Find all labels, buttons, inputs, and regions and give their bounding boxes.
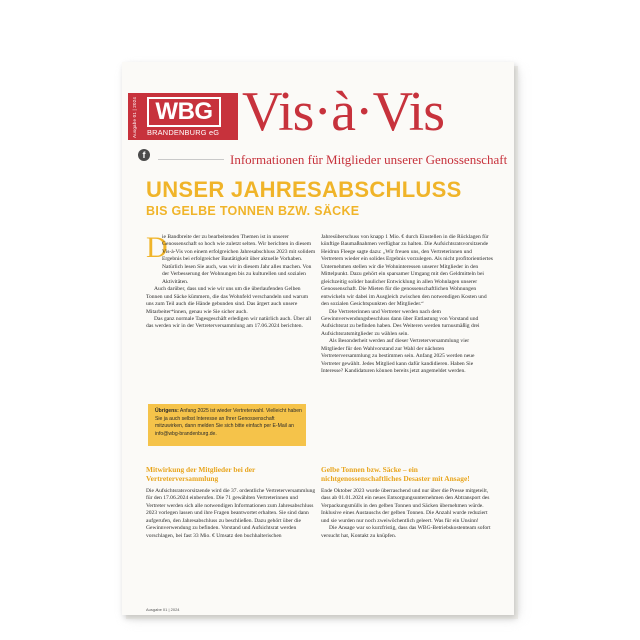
logo-subtitle: BRANDENBURG eG [147,128,220,137]
section-yellow-bins-paragraph-2: Die Ansage war so kurzfristig, dass das WBG-Betriebskostenteam sofort versucht hat, Kontakt zu knüpfen. [321,525,491,539]
body-paragraph-1: Jahresüberschuss von knapp 1 Mio. € durch Einstellen in die Rücklagen für künftige Baumaßnahmen verfügbar zu halten. Die Aufsichtsratsvorsitzende Heidrun Fleege sagte dazu: „Wir freuen uns, den Vertreterinnen und Vertretern wieder ein solides Ergebnis vorzulegen. Als nicht profitorientiertes Unternehmen stellen wir die Wohninteressen unserer Mitglieder in den Mittelpunkt. Dazu gehört ein sparsamer Umgang mit den Geldmitteln bei gleichzeitig solider baulicher Entwicklung in allen Wohnlagen unserer Genossenschaft. Die Mieten für die genossenschaftlichen Wohnungen entwickeln wir dabei im Ausgleich zwischen den notwendigen Kosten und den sozialen Gesichtspunkten der Mitglieder.“ [321,234,493,308]
section-meeting-body [146,488,316,540]
intro-paragraph-2: Auch darüber, dass und wie wir uns um die überlaufenden Gelben Tonnen und Säcke kümmern, die das Wohnfeld verschandeln und warum uns zum Teil auch die Hände gebunden sind. Das ärgert auch unsere Mitarbeiter*innen, genau wie Sie sicher auch. [146,286,309,315]
column-left-intro [146,231,316,331]
section-meeting-paragraph: Die Aufsichtsratsvorsitzende wird die 37. ordentliche Vertreterversammlung für den 17.06.2024 einberufen. Die 71 gewählten Vertreterinnen und Vertreter werden sich alle notwendigen Informationen zum Jahresabschluss 2023 vorlegen lassen und ihre Fragen beantwortet erhalten. Sie sind dann aufgerufen, den Jahresabschluss zu beschließen. Dazu gehört über die Gewinnverwendung zu befinden. Vorstand und Aufsichtsrat werden vorschlagen, bei fast 33 Mio. € Umsatz den buchhalterischen [146,488,316,539]
intro-paragraph-1: ie Bandbreite der zu bearbeitenden Themen ist in unserer Genossenschaft so hoch wie zuletzt selten. Wir berichten in diesem Vis-à-Vis von einem erfolgreichen Jahresabschluss 2023 mit solidem Ergebnis bei erfolgreicher Bautätigkeit über aktuelle Vorhaben. Natürlich lesen Sie auch, was wir in diesem Jahr alles machen. Von der Verbesserung der Wohnungen bis zu kulturellen und sozialen Aktivitäten. [162,234,316,285]
intro-paragraph-3: Das ganz normale Tagesgeschäft erledigen wir natürlich auch. Über all das werden wir in der Vertreterversammlung am 17.06.2024 berichten. [146,315,312,330]
footer-issue: Ausgabe 01 | 2024 [146,607,180,612]
masthead-title: Vis·à·Vis [242,81,445,143]
masthead-tagline: Informationen für Mitglieder unserer Genossenschaft [230,152,508,167]
headline-title: UNSER JAHRESABSCHLUSS [146,177,462,202]
headline-subtitle: BIS GELBE TONNEN BZW. SÄCKE [146,204,360,218]
section-title-yellow-bins: Gelbe Tonnen bzw. Säcke – ein nichtgenossenschaftliches Desaster mit Ansage! [321,465,470,483]
wbg-logo: WBG [147,97,221,127]
issue-label-vertical: Ausgabe 01 | 2024 [132,96,137,138]
newsletter-page [122,62,514,615]
note-box-body: Anfang 2025 ist wieder Vertreterwahl. Vielleicht haben Sie ja auch selbst Interesse an Ihrer Genossenschaft mitzuwirken, dann melden Sie sich bitte einfach per E-Mail an info@wbg-brandenburg.de. [155,408,302,437]
header-rule [158,159,224,160]
drop-cap: D [146,231,168,264]
note-box-text [155,408,303,438]
section-yellow-bins-body [321,488,493,540]
note-box-label: Übrigens: [155,408,179,414]
facebook-icon[interactable]: f [138,149,150,161]
section-title-meeting: Mitwirkung der Mitglieder bei der Vertreterversammlung [146,465,256,483]
body-paragraph-3: Als Besonderheit werden auf dieser Vertreterversammlung vier Mitglieder für den Wahlvorstand zur Wahl der nächsten Vertreterversammlung zu bestimmen sein. Anfang 2025 werden neue Vertreter gewählt. Jedes Mitglied kann dafür kandidieren. Haben Sie Interesse? Kandidaturen können bereits jetzt angemeldet werden. [321,338,475,375]
body-paragraph-2: Die Vertreterinnen und Vertreter werden nach dem Gewinnverwendungsbeschluss dann über Entlastung von Vorstand und Aufsichtsrat zu befinden haben. Des Weiteren werden turnusmäßig drei Aufsichtsratsmitglieder zu wählen sein. [321,308,480,337]
column-right-body [321,234,493,376]
section-yellow-bins-paragraph-1: Ende Oktober 2023 wurde überraschend und nur über die Presse mitgeteilt, dass ab 01.01.2024 ein neues Entsorgungsunternehmen den Abtransport des Verpackungsmülls in den gelben Tonnen und Säcken übernehmen würde. Inklusive eines Austauschs der gelben Tonnen. Die Anzahl wurde reduziert und sie wurden nur noch zweiwöchentlich geleert. Was für ein Unsinn! [321,488,490,524]
